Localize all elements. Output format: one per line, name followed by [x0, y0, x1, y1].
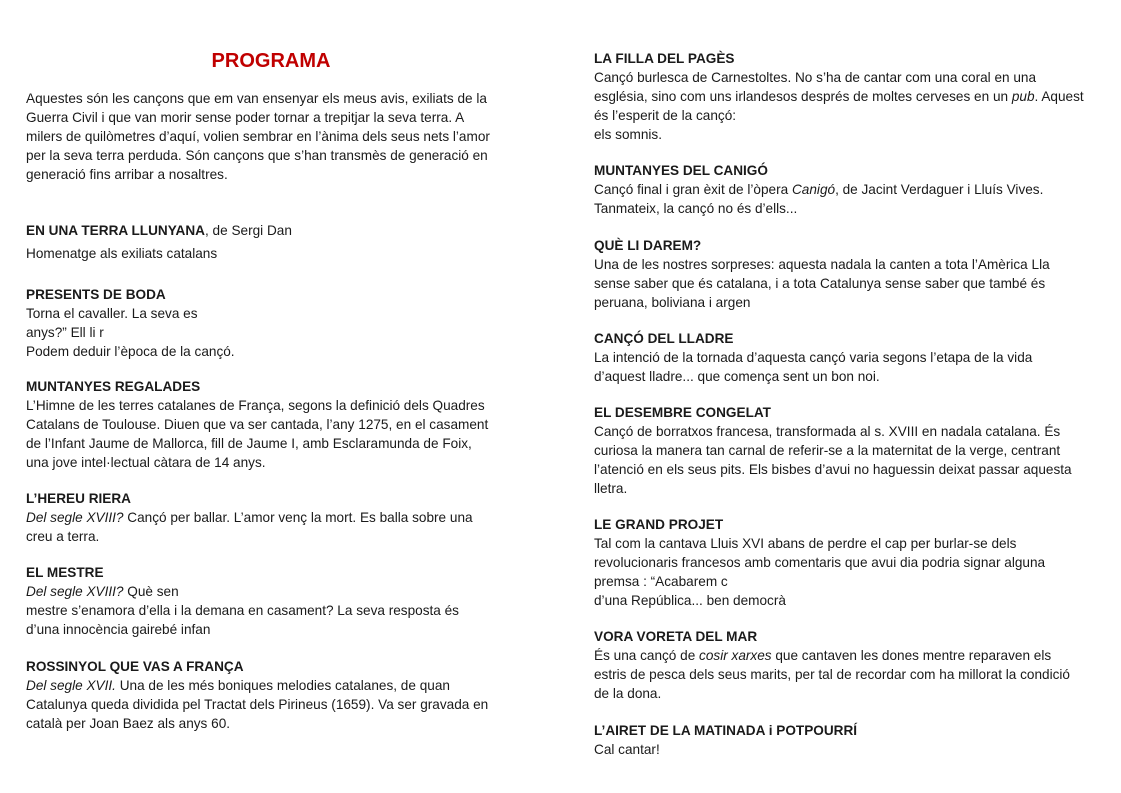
song-description-line — [26, 714, 536, 733]
page-title: PROGRAMA — [211, 50, 331, 72]
song-entry — [594, 161, 1114, 218]
description-text: Cançó burlesca de Carnestoltes. No s’ha de cantar com una coral en una — [594, 70, 1037, 85]
song-entry — [594, 329, 1114, 386]
song-description-line — [594, 534, 1114, 553]
description-text: Què sen — [123, 584, 179, 599]
description-text: Tal com la cantava Lluis XVI abans de perdre el cap per burlar-se dels — [594, 536, 1017, 551]
description-text: els somnis. — [594, 127, 662, 142]
description-text: , de Jacint Verdaguer i Lluís Vives. — [835, 182, 1044, 197]
description-text: sense saber que és catalana, i a tota Catalunya sense saber que també és — [594, 276, 1046, 291]
song-description-line — [594, 479, 1114, 498]
song-title: LA FILLA DEL PAGÈS — [594, 51, 735, 66]
song-description-line — [26, 620, 536, 639]
description-text: Tanmateix, la cançó no és d’ells... — [594, 201, 798, 216]
song-entry — [26, 221, 536, 263]
song-description-line — [594, 553, 1114, 572]
song-description-line — [26, 396, 536, 415]
emphasis-text: Del segle XVIII? — [26, 584, 124, 599]
song-title: MUNTANYES REGALADES — [26, 379, 201, 394]
song-description-line — [594, 199, 1114, 218]
song-description-line — [594, 68, 1114, 87]
song-description-line — [594, 274, 1114, 293]
song-description-line — [594, 460, 1114, 479]
description-text: creu a terra. — [26, 529, 100, 544]
song-title: EL MESTRE — [26, 565, 104, 580]
song-description-line — [594, 348, 1114, 367]
song-entry — [26, 657, 536, 733]
description-text: d’aquest lladre... que comença sent un bon noi. — [594, 369, 880, 384]
description-text: Cançó final i gran èxit de l’òpera — [594, 182, 792, 197]
song-description-line — [594, 367, 1114, 386]
description-text: anys?” Ell li r — [26, 325, 104, 340]
description-text: . Aquest — [1034, 89, 1084, 104]
song-title: EL DESEMBRE CONGELAT — [594, 405, 771, 420]
song-title-line — [594, 721, 1114, 740]
description-text: església, sino com uns irlandesos després de moltes cerveses en un — [594, 89, 1012, 104]
song-description-line — [26, 244, 536, 263]
intro-line: per la seva terra perduda. Són cançons que s’han transmès de generació en — [26, 148, 488, 163]
song-description-line — [26, 434, 536, 453]
song-description-line — [594, 441, 1114, 460]
intro-line: Aquestes són les cançons que em van ensenyar els meus avis, exiliats de la — [26, 91, 487, 106]
description-text: de la dona. — [594, 686, 662, 701]
song-entry — [594, 721, 1114, 759]
song-title-line — [26, 563, 536, 582]
description-text: Cançó per ballar. L’amor venç la mort. Es balla sobre una — [123, 510, 473, 525]
description-text: L’Himne de les terres catalanes de França, segons la definició dels Quadres — [26, 398, 485, 413]
description-text: peruana, boliviana i argen — [594, 295, 751, 310]
description-text: premsa : “Acabarem c — [594, 574, 728, 589]
song-description-line — [594, 422, 1114, 441]
description-text: lletra. — [594, 481, 628, 496]
song-title-line — [594, 627, 1114, 646]
song-description-line — [594, 87, 1114, 106]
description-text: La intenció de la tornada d’aquesta cançó varia segons l’etapa de la vida — [594, 350, 1033, 365]
song-title-line — [594, 236, 1114, 255]
song-description-line — [594, 665, 1114, 684]
emphasis-text: Canigó — [791, 182, 836, 197]
song-title-line — [594, 403, 1114, 422]
description-text: d’una República... ben democrà — [594, 593, 786, 608]
song-entry — [26, 285, 536, 361]
description-text: mestre s’enamora d’ella i la demana en casament? La seva resposta és — [26, 603, 459, 618]
song-title: MUNTANYES DEL CANIGÓ — [594, 163, 768, 178]
song-description-line — [594, 646, 1114, 665]
description-text: Torna el cavaller. La seva es — [26, 306, 198, 321]
description-text: que cantaven les dones mentre reparaven els — [771, 648, 1052, 663]
description-text: Una de les més boniques melodies catalanes, de quan — [115, 678, 450, 693]
song-title-line — [594, 161, 1114, 180]
song-description-line — [26, 582, 536, 601]
song-description-line — [594, 180, 1114, 199]
song-description-line — [26, 415, 536, 434]
intro-line: generació fins arribar a nosaltres. — [26, 167, 228, 182]
song-title-line — [594, 49, 1114, 68]
description-text: És una cançó de — [594, 648, 700, 663]
song-title: L’AIRET DE LA MATINADA i POTPOURRÍ — [594, 723, 858, 738]
emphasis-text: Del segle XVII. — [26, 678, 116, 693]
song-description-line — [594, 572, 1114, 591]
song-entry — [594, 515, 1114, 610]
song-description-line — [26, 508, 536, 527]
song-title: QUÈ LI DAREM? — [594, 238, 702, 253]
description-text: revolucionaris francesos amb comentaris que avui dia podria signar alguna — [594, 555, 1046, 570]
song-description-line — [26, 304, 536, 323]
description-text: d’una innocència gairebé infan — [26, 622, 211, 637]
description-text: català per Joan Baez als anys 60. — [26, 716, 231, 731]
song-title-line — [26, 657, 536, 676]
song-title: VORA VORETA DEL MAR — [594, 629, 758, 644]
song-description-line — [26, 527, 536, 546]
song-description-line — [594, 106, 1114, 125]
song-description-line — [26, 601, 536, 620]
song-title-line — [594, 515, 1114, 534]
song-description-line — [594, 255, 1114, 274]
description-text: l’atenció en els seus pits. Els bisbes d’avui no haguessin deixat passar aquesta — [594, 462, 1072, 477]
song-title: EN UNA TERRA LLUNYANA — [26, 223, 205, 238]
song-description-line — [26, 695, 536, 714]
song-entry — [26, 489, 536, 546]
description-text: Cal cantar! — [594, 742, 660, 757]
description-text: Catalans de Toulouse. Diuen que va ser cantada, l’any 1275, en el casament — [26, 417, 489, 432]
song-entry — [594, 236, 1114, 312]
song-entry — [26, 377, 536, 472]
description-text: estris de pesca dels seus marits, per tal de recordar com ha millorat la condició — [594, 667, 1070, 682]
song-author: , de Sergi Dan — [205, 223, 292, 238]
song-title-line — [26, 377, 536, 396]
song-title-line — [26, 489, 536, 508]
song-title: CANÇÓ DEL LLADRE — [594, 331, 734, 346]
song-description-line — [26, 323, 536, 342]
description-text: de l’Infant Jaume de Mallorca, fill de Jaume I, amb Esclaramunda de Foix, — [26, 436, 472, 451]
song-entry — [594, 49, 1114, 144]
song-description-line — [594, 293, 1114, 312]
song-description-line — [594, 125, 1114, 144]
song-title-line — [594, 329, 1114, 348]
song-entry — [594, 627, 1114, 703]
description-text: Cançó de borratxos francesa, transformada al s. XVIII en nadala catalana. És — [594, 424, 1061, 439]
emphasis-text: pub — [1011, 89, 1035, 104]
song-description-line — [26, 676, 536, 695]
song-description-line — [26, 342, 536, 361]
description-text: Podem deduir l’època de la cançó. — [26, 344, 235, 359]
song-title: L’HEREU RIERA — [26, 491, 131, 506]
intro-paragraph — [26, 89, 532, 184]
description-text: Homenatge als exiliats catalans — [26, 246, 218, 261]
song-description-line — [594, 740, 1114, 759]
description-text: Una de les nostres sorpreses: aquesta nadala la canten a tota l’Amèrica Lla — [594, 257, 1050, 272]
description-text: una jove intel·lectual càtara de 14 anys. — [26, 455, 266, 470]
song-description-line — [594, 684, 1114, 703]
intro-line: milers de quilòmetres d’aquí, volien sembrar en l’ànima dels seus nets l’amor — [26, 129, 490, 144]
song-title: ROSSINYOL QUE VAS A FRANÇA — [26, 659, 244, 674]
song-entry — [594, 403, 1114, 498]
song-entry — [26, 563, 536, 639]
description-text: Catalunya queda dividida pel Tractat dels Pirineus (1659). Va ser gravada en — [26, 697, 489, 712]
song-title: PRESENTS DE BODA — [26, 287, 166, 302]
song-description-line — [594, 591, 1114, 610]
intro-line: Guerra Civil i que van morir sense poder tornar a trepitjar la seva terra. A — [26, 110, 465, 125]
song-title-line — [26, 285, 536, 304]
song-title: LE GRAND PROJET — [594, 517, 724, 532]
emphasis-text: cosir xarxes — [699, 648, 772, 663]
emphasis-text: Del segle XVIII? — [26, 510, 124, 525]
song-title-line — [26, 221, 536, 240]
description-text: és l’esperit de la cançó: — [594, 108, 737, 123]
song-description-line — [26, 453, 536, 472]
description-text: curiosa la manera tan carnal de referir-se a la maternitat de la verge, centrant — [594, 443, 1061, 458]
